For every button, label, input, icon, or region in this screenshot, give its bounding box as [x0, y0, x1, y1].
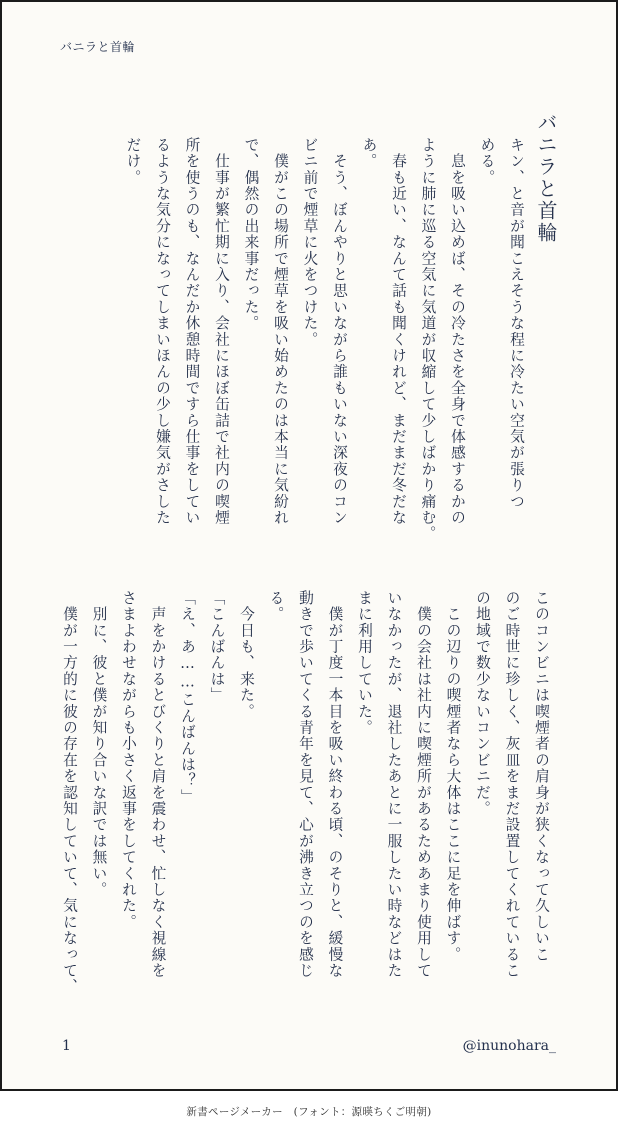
text-line: 僕が丁度一本目を吸い終わる頃、のそりと、緩慢な — [326, 590, 344, 979]
text-line: 今日も、来た。 — [238, 590, 255, 720]
body-text-lower — [55, 590, 557, 1020]
text-line: まに利用していた。 — [356, 590, 373, 736]
text-line: る。 — [267, 590, 285, 623]
text-line: この辺りの喫煙者なら大体はここに足を伸ばす。 — [444, 590, 462, 963]
text-line: める。 — [478, 137, 496, 186]
text-line: 声をかけるとびくりと肩を震わせ、忙しなく視線を — [149, 590, 167, 979]
text-line: キン、と音が聞こえそうな程に冷たい空気が張りつ — [508, 137, 525, 510]
text-line: 息を吸い込めば、その冷たさを全身で体感するかの — [449, 137, 466, 526]
text-line: 僕がこの場所で煙草を吸い始めたのは本当に気紛れ — [272, 137, 289, 526]
text-line: いなかったが、退社したあとに一服したい時などはた — [385, 590, 403, 979]
body-text-upper — [118, 137, 531, 542]
text-line: 仕事が繁忙期に入り、会社にほぼ缶詰で社内の喫煙 — [213, 137, 230, 526]
document-title: バニラと首輪 — [534, 112, 558, 244]
text-line: るような気分になってしまいほんの少し嫌気がさした — [154, 137, 171, 526]
text-line: 春も近い、なんて話も聞くけれど、まだまだ冬だな — [390, 137, 407, 526]
text-line: このコンビニは喫煙者の肩身が狭くなって久しいこ — [533, 590, 550, 963]
text-line: 動きで歩いてくる青年を見て、心が沸き立つのを感じ — [297, 590, 314, 979]
text-line: そう、ぼんやりと思いながら誰もいない深夜のコン — [331, 137, 348, 526]
text-line: のご時世に珍しく、灰皿をまだ設置してくれているこ — [503, 590, 521, 979]
text-line: ビニ前で煙草に火をつけた。 — [301, 137, 319, 348]
text-line: ように肺に巡る空気に気道が収縮して少しばかり痛む。 — [419, 137, 437, 542]
text-line: 「こんばんは」 — [208, 590, 226, 704]
text-line: 僕が一方的に彼の存在を認知していて、気になって、 — [61, 590, 78, 995]
text-line: 別に、彼と僕が知り合いな訳では無い。 — [90, 590, 108, 898]
text-line: 所を使うのも、なんだか休憩時間ですら仕事をしてい — [183, 137, 201, 526]
running-header-title: バニラと首輪 — [60, 40, 136, 54]
text-line: の地域で数少ないコンビニだ。 — [474, 590, 491, 817]
text-line: 僕の会社は社内に喫煙所があるためあまり使用して — [415, 590, 432, 979]
text-line: だけ。 — [124, 137, 142, 186]
text-line: あ。 — [360, 137, 378, 170]
author-handle: @inunohara_ — [462, 1038, 556, 1054]
text-line: さまよわせながらも小さく返事をしてくれた。 — [120, 590, 137, 931]
generator-credit: 新書ページメーカー (フォント：源暎ちくご明朝) — [186, 1106, 432, 1118]
text-line: で、偶然の出来事だった。 — [242, 137, 260, 332]
page-number: 1 — [62, 1038, 71, 1054]
text-line: 「え、あ……こんばんは？」 — [179, 590, 196, 806]
